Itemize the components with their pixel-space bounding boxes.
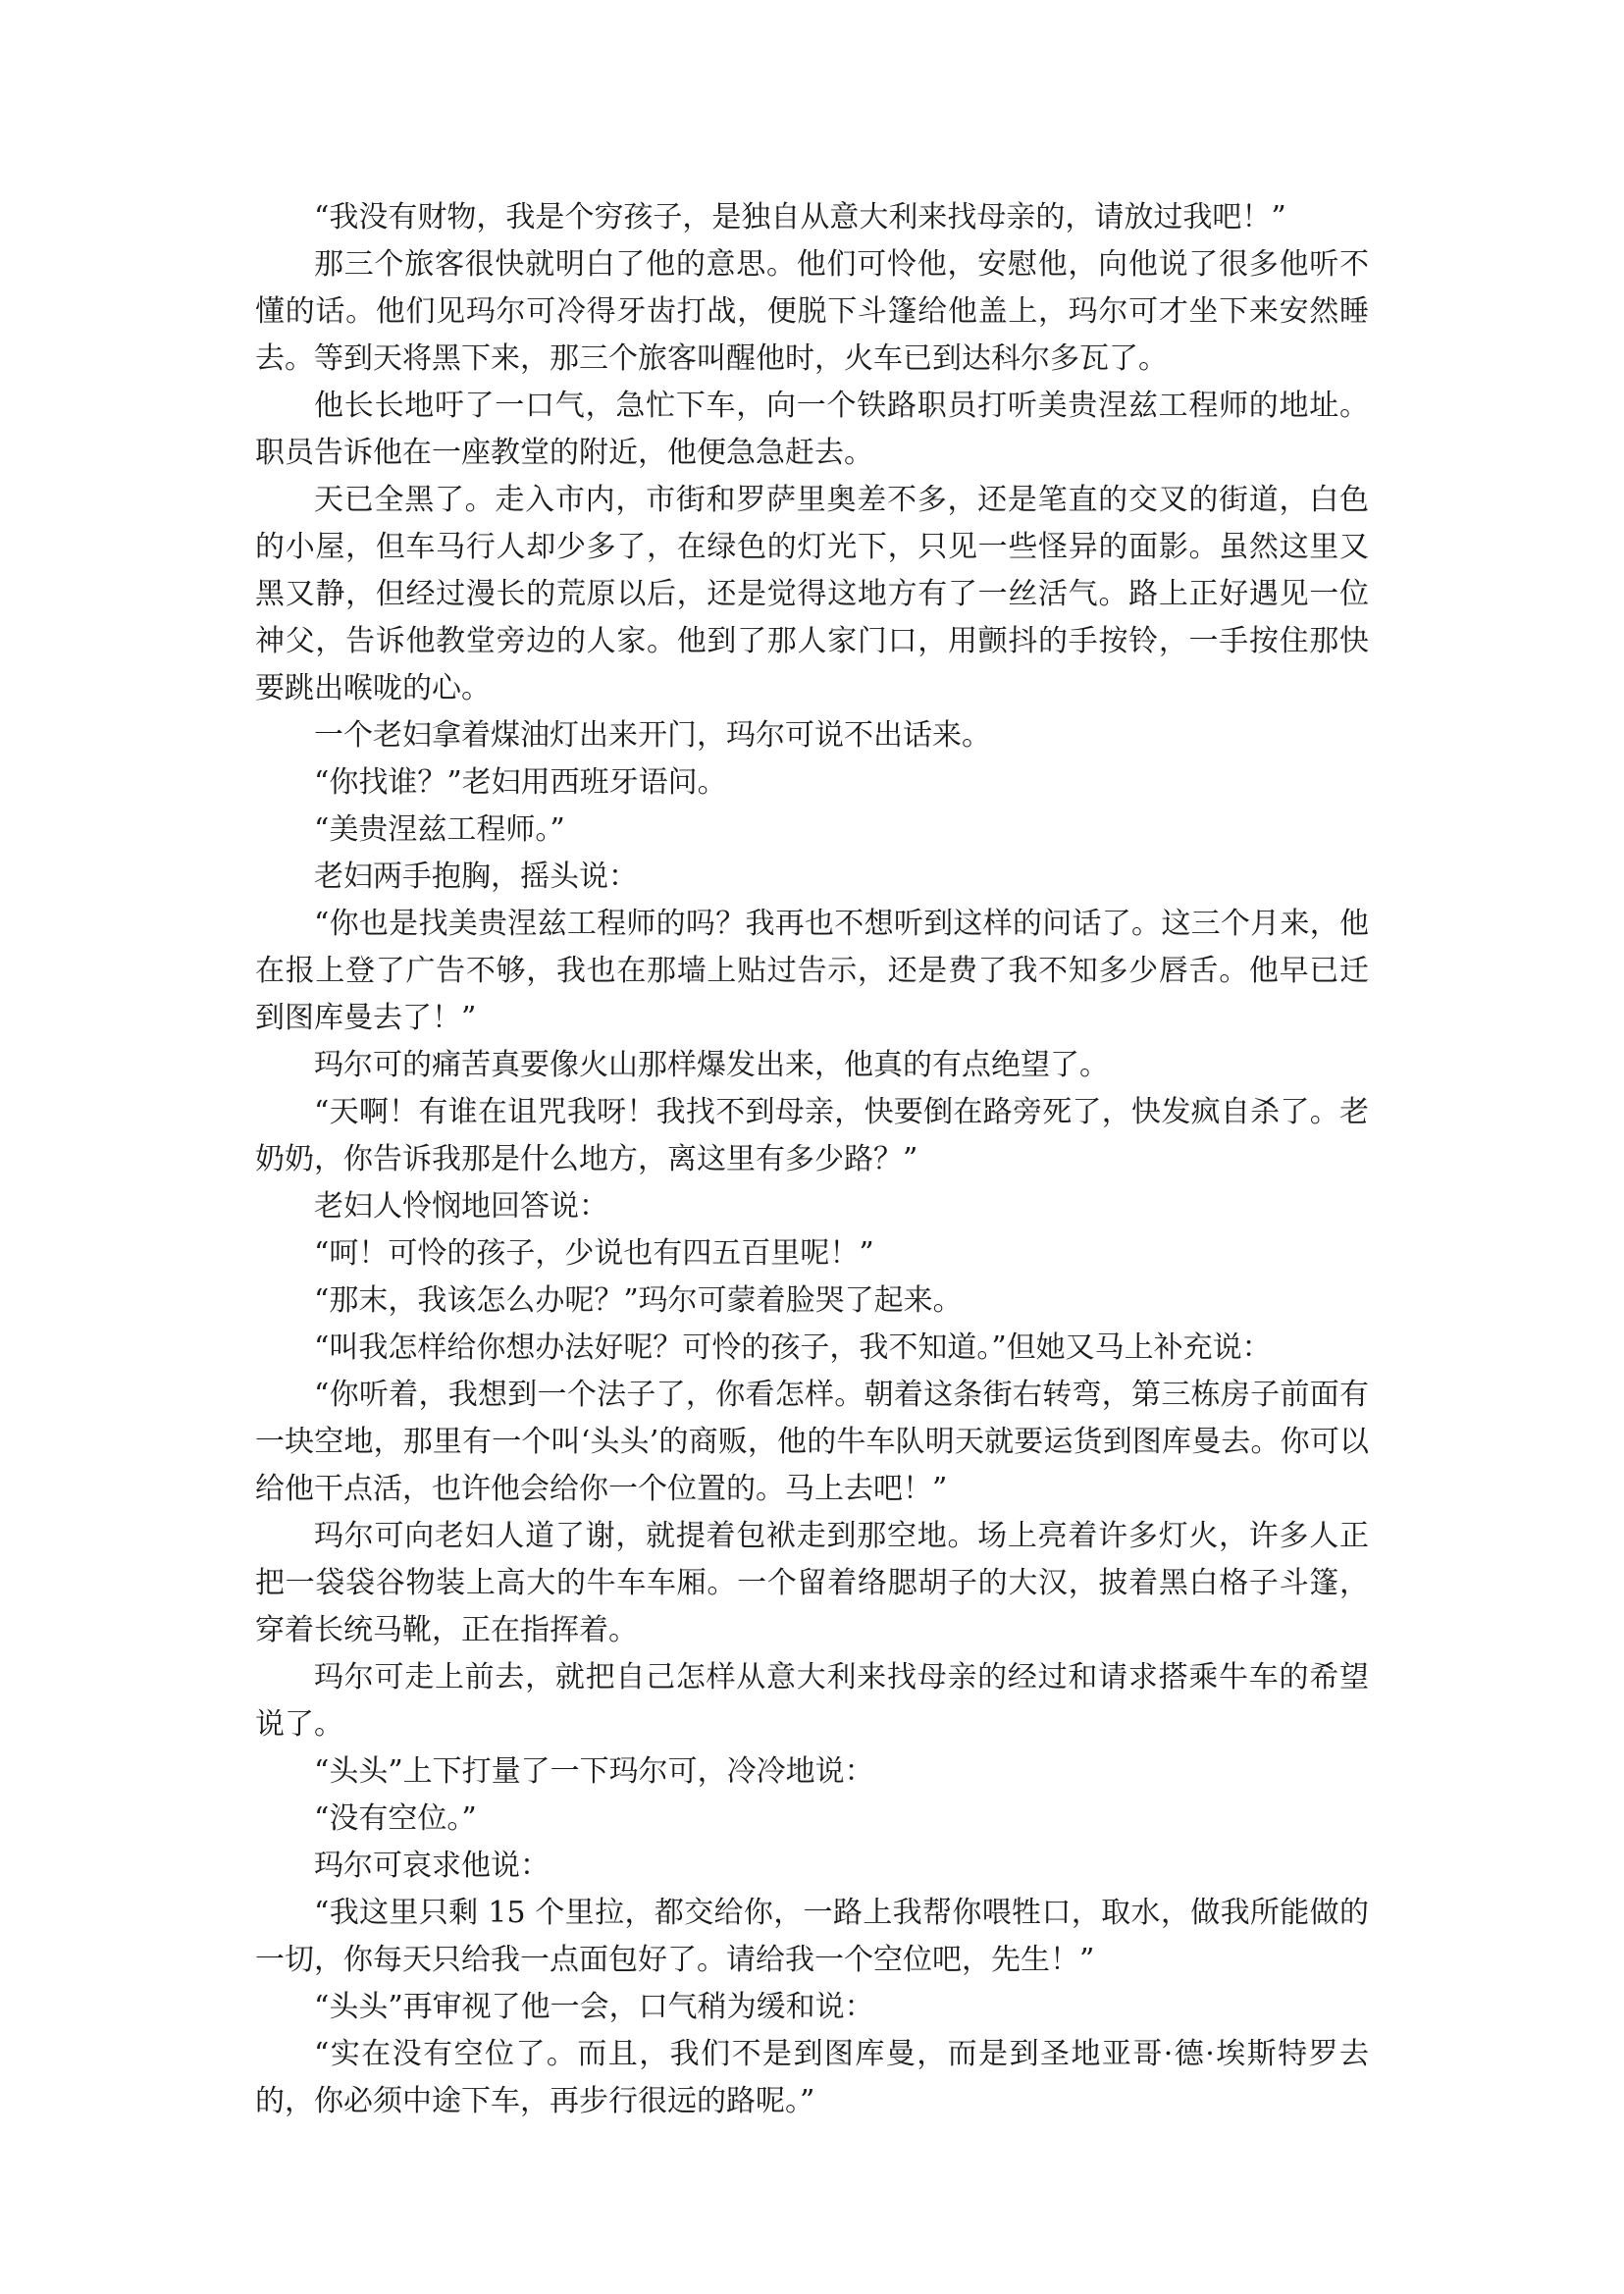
paragraph: “头头”再审视了他一会，口气稍为缓和说： (314, 1990, 874, 2024)
paragraph: “头头”上下打量了一下玛尔可，冷冷地说： (314, 1754, 874, 1789)
paragraph: “实在没有空位了。而且，我们不是到图库曼，而是到圣地亚哥·德·埃斯特罗去的，你必须中途下车，再步行很远的路呢。” (255, 2037, 1369, 2118)
paragraph: 玛尔可哀求他说： (314, 1849, 550, 1883)
paragraph: 玛尔可的痛苦真要像火山那样爆发出来，他真的有点绝望了。 (314, 1048, 1109, 1082)
paragraph: “天啊！有谁在诅咒我呀！我找不到母亲，快要倒在路旁死了，快发疯自杀了。老奶奶，你告诉我那是什么地方，离这里有多少路？” (255, 1095, 1369, 1176)
paragraph: “美贵涅兹工程师。” (314, 812, 565, 847)
paragraph: “没有空位。” (314, 1801, 477, 1836)
paragraph: 他长长地吁了一口气，急忙下车，向一个铁路职员打听美贵涅兹工程师的地址。职员告诉他在一座教堂的附近，他便急急赶去。 (255, 389, 1369, 470)
paragraph: “你找谁？”老妇用西班牙语问。 (314, 765, 727, 800)
paragraph: “我没有财物，我是个穷孩子，是独自从意大利来找母亲的，请放过我吧！” (314, 200, 1286, 235)
document-page (255, 194, 1369, 2125)
paragraph: 那三个旅客很快就明白了他的意思。他们可怜他，安慰他，向他说了很多他听不懂的话。他们见玛尔可冷得牙齿打战，便脱下斗篷给他盖上，玛尔可才坐下来安然睡去。等到天将黑下来，那三个旅客叫醒他时，火车已到达科尔多瓦了。 (255, 247, 1369, 376)
paragraph: “我这里只剩 15 个里拉，都交给你，一路上我帮你喂牲口，取水，做我所能做的一切，你每天只给我一点面包好了。请给我一个空位吧，先生！” (255, 1896, 1369, 1977)
paragraph: 一个老妇拿着煤油灯出来开门，玛尔可说不出话来。 (314, 718, 991, 753)
paragraph: 玛尔可走上前去，就把自己怎样从意大利来找母亲的经过和请求搭乘牛车的希望说了。 (255, 1660, 1369, 1742)
paragraph: “呵！可怜的孩子，少说也有四五百里呢！” (314, 1236, 874, 1271)
paragraph: “你也是找美贵涅兹工程师的吗？我再也不想听到这样的问话了。这三个月来，他在报上登了广告不够，我也在那墙上贴过告示，还是费了我不知多少唇舌。他早已迁到图库曼去了！” (255, 907, 1369, 1035)
paragraph: 老妇人怜悯地回答说： (314, 1189, 608, 1224)
paragraph: 天已全黑了。走入市内，市街和罗萨里奥差不多，还是笔直的交叉的街道，白色的小屋，但车马行人却少多了，在绿色的灯光下，只见一些怪异的面影。虽然这里又黑又静，但经过漫长的荒原以后，还是觉得这地方有了一丝活气。路上正好遇见一位神父，告诉他教堂旁边的人家。他到了那人家门口，用颤抖的手按铃，一手按住那快要跳出喉咙的心。 (255, 483, 1369, 705)
paragraph: “那末，我该怎么办呢？”玛尔可蒙着脸哭了起来。 (314, 1283, 963, 1318)
paragraph: 老妇两手抱胸，摇头说： (314, 860, 638, 894)
paragraph: “叫我怎样给你想办法好呢？可怜的孩子，我不知道。”但她又马上补充说： (314, 1330, 1272, 1365)
paragraph: “你听着，我想到一个法子了，你看怎样。朝着这条街右转弯，第三栋房子前面有一块空地，那里有一个叫‘头头’的商贩，他的牛车队明天就要运货到图库曼去。你可以给他干点活，也许他会给你一个位置的。马上去吧！” (255, 1378, 1369, 1506)
paragraph: 玛尔可向老妇人道了谢，就提着包袱走到那空地。场上亮着许多灯火，许多人正把一袋袋谷物装上高大的牛车车厢。一个留着络腮胡子的大汉，披着黑白格子斗篷，穿着长统马靴，正在指挥着。 (255, 1519, 1369, 1647)
